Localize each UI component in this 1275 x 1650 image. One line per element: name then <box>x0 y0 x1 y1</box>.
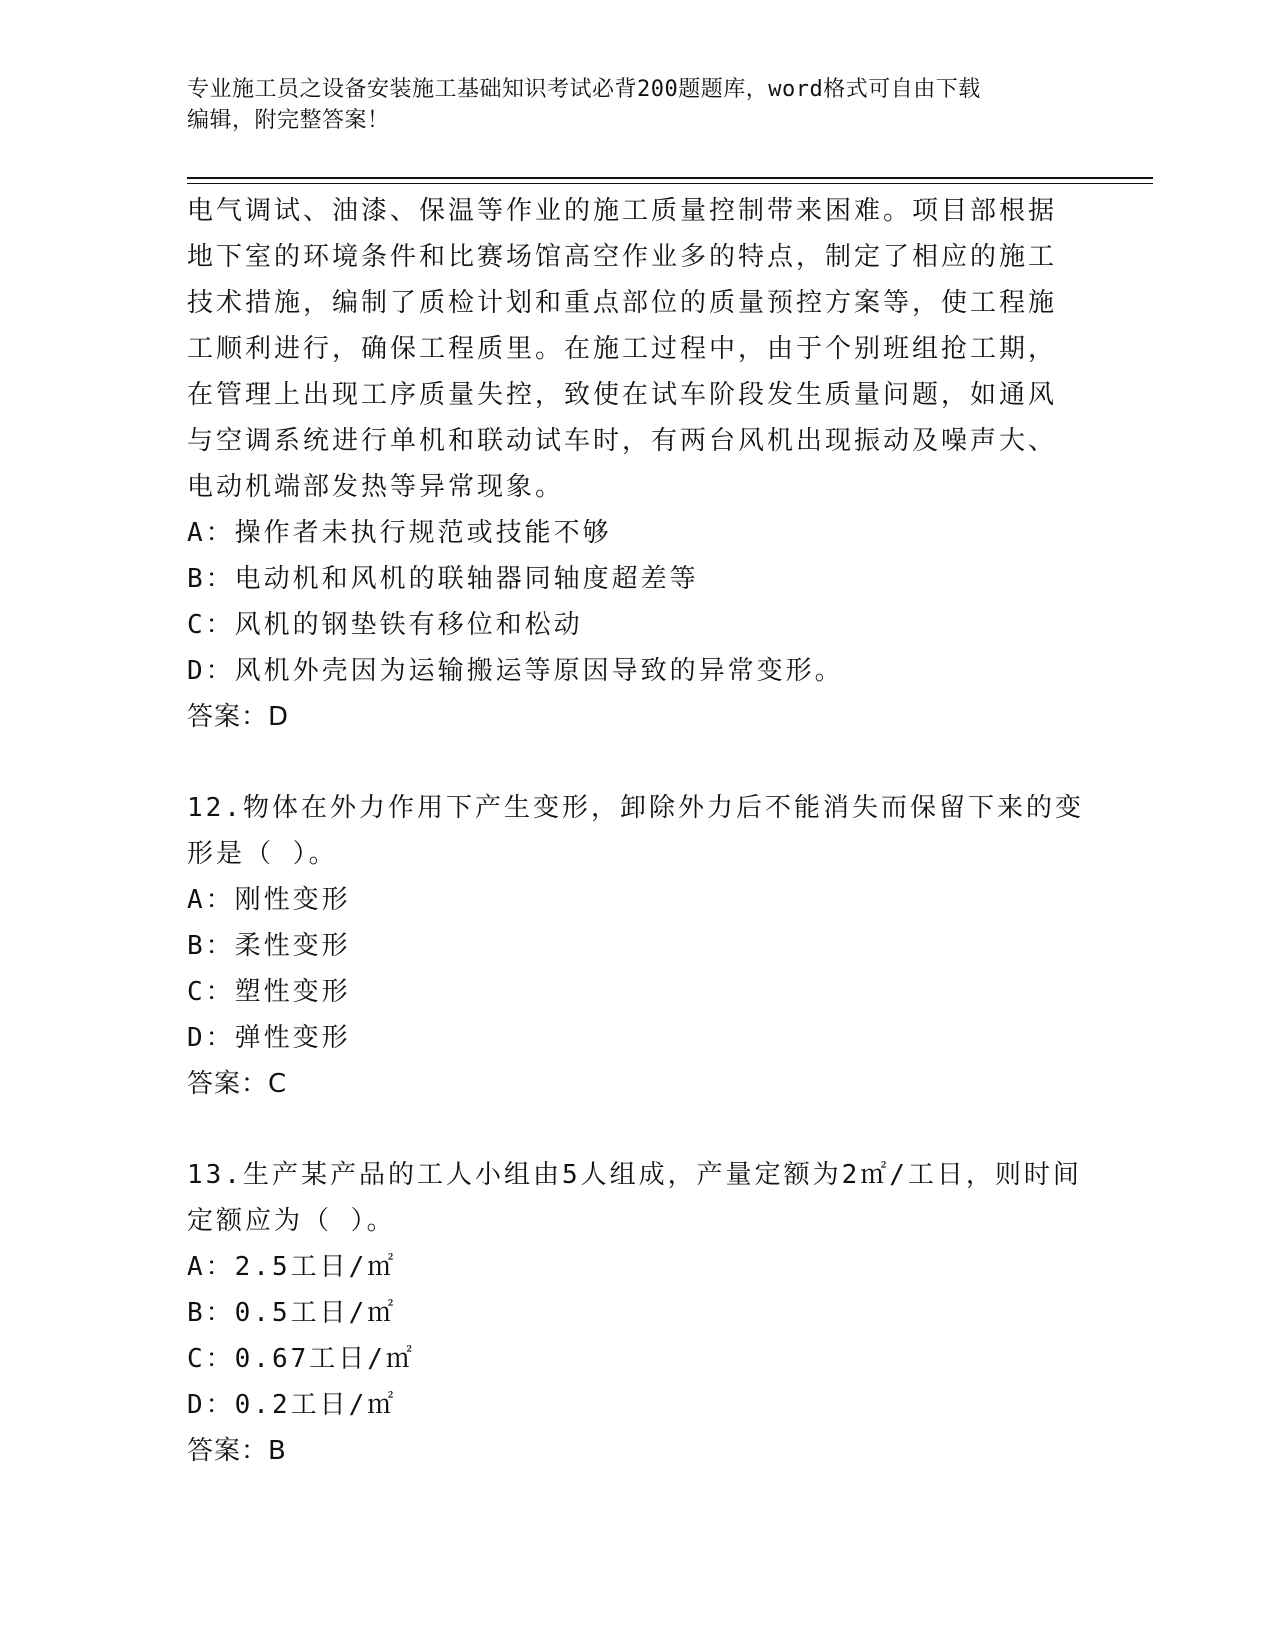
document-header <box>187 74 1087 136</box>
question-12-option-d: D：弹性变形 <box>187 1023 351 1053</box>
question-11-option-a: A：操作者未执行规范或技能不够 <box>187 518 612 548</box>
question-13-stem-line: 13.生产某产品的工人小组由5人组成，产量定额为2㎡/工日，则时间 <box>187 1160 1082 1190</box>
question-13-stem-line: 定额应为（ ）。 <box>187 1206 396 1236</box>
question-11-stem-line: 与空调系统进行单机和联动试车时，有两台风机出现振动及噪声大、 <box>187 426 1058 456</box>
document-body <box>187 188 1084 1474</box>
question-13-option-a: A：2.5工日/㎡ <box>187 1252 397 1282</box>
question-11-stem-line: 地下室的环境条件和比赛场馆高空作业多的特点，制定了相应的施工 <box>187 242 1058 272</box>
question-12-option-c: C：塑性变形 <box>187 977 351 1007</box>
header-title-line-2: 编辑，附完整答案！ <box>187 108 390 133</box>
question-spacer <box>187 740 1067 785</box>
question-11-stem-line: 工顺利进行，确保工程质里。在施工过程中，由于个别班组抢工期， <box>187 334 1058 364</box>
question-11-stem-line: 在管理上出现工序质量失控，致使在试车阶段发生质量问题，如通风 <box>187 380 1058 410</box>
question-12-option-a: A：刚性变形 <box>187 885 351 915</box>
question-11-stem-line: 电气调试、油漆、保温等作业的施工质量控制带来困难。项目部根据 <box>187 196 1058 226</box>
question-12 <box>187 785 1084 1107</box>
question-13-option-c: C：0.67工日/㎡ <box>187 1344 415 1374</box>
question-11-option-c: C：风机的钢垫铁有移位和松动 <box>187 610 583 640</box>
header-title-line-1: 专业施工员之设备安装施工基础知识考试必背200题题库，word格式可自由下载 <box>187 77 981 102</box>
question-12-option-b: B：柔性变形 <box>187 931 351 961</box>
question-11 <box>187 188 1067 740</box>
question-spacer <box>187 1107 1067 1152</box>
question-12-stem-line: 12.物体在外力作用下产生变形，卸除外力后不能消失而保留下来的变 <box>187 793 1084 823</box>
question-13-answer: 答案：B <box>187 1436 287 1466</box>
question-13 <box>187 1152 1082 1474</box>
question-11-option-d: D：风机外壳因为运输搬运等原因导致的异常变形。 <box>187 656 844 686</box>
question-12-answer: 答案：C <box>187 1069 288 1099</box>
question-13-option-b: B：0.5工日/㎡ <box>187 1298 397 1328</box>
question-12-stem-line: 形是（ ）。 <box>187 839 338 869</box>
question-11-stem-line: 技术措施，编制了质检计划和重点部位的质量预控方案等，使工程施 <box>187 288 1058 318</box>
question-13-option-d: D：0.2工日/㎡ <box>187 1390 397 1420</box>
question-11-answer: 答案：D <box>187 702 290 732</box>
question-11-option-b: B：电动机和风机的联轴器同轴度超差等 <box>187 564 699 594</box>
header-divider-thin <box>187 183 1153 184</box>
header-divider-thick <box>187 177 1153 179</box>
question-11-stem-line: 电动机端部发热等异常现象。 <box>187 472 565 502</box>
